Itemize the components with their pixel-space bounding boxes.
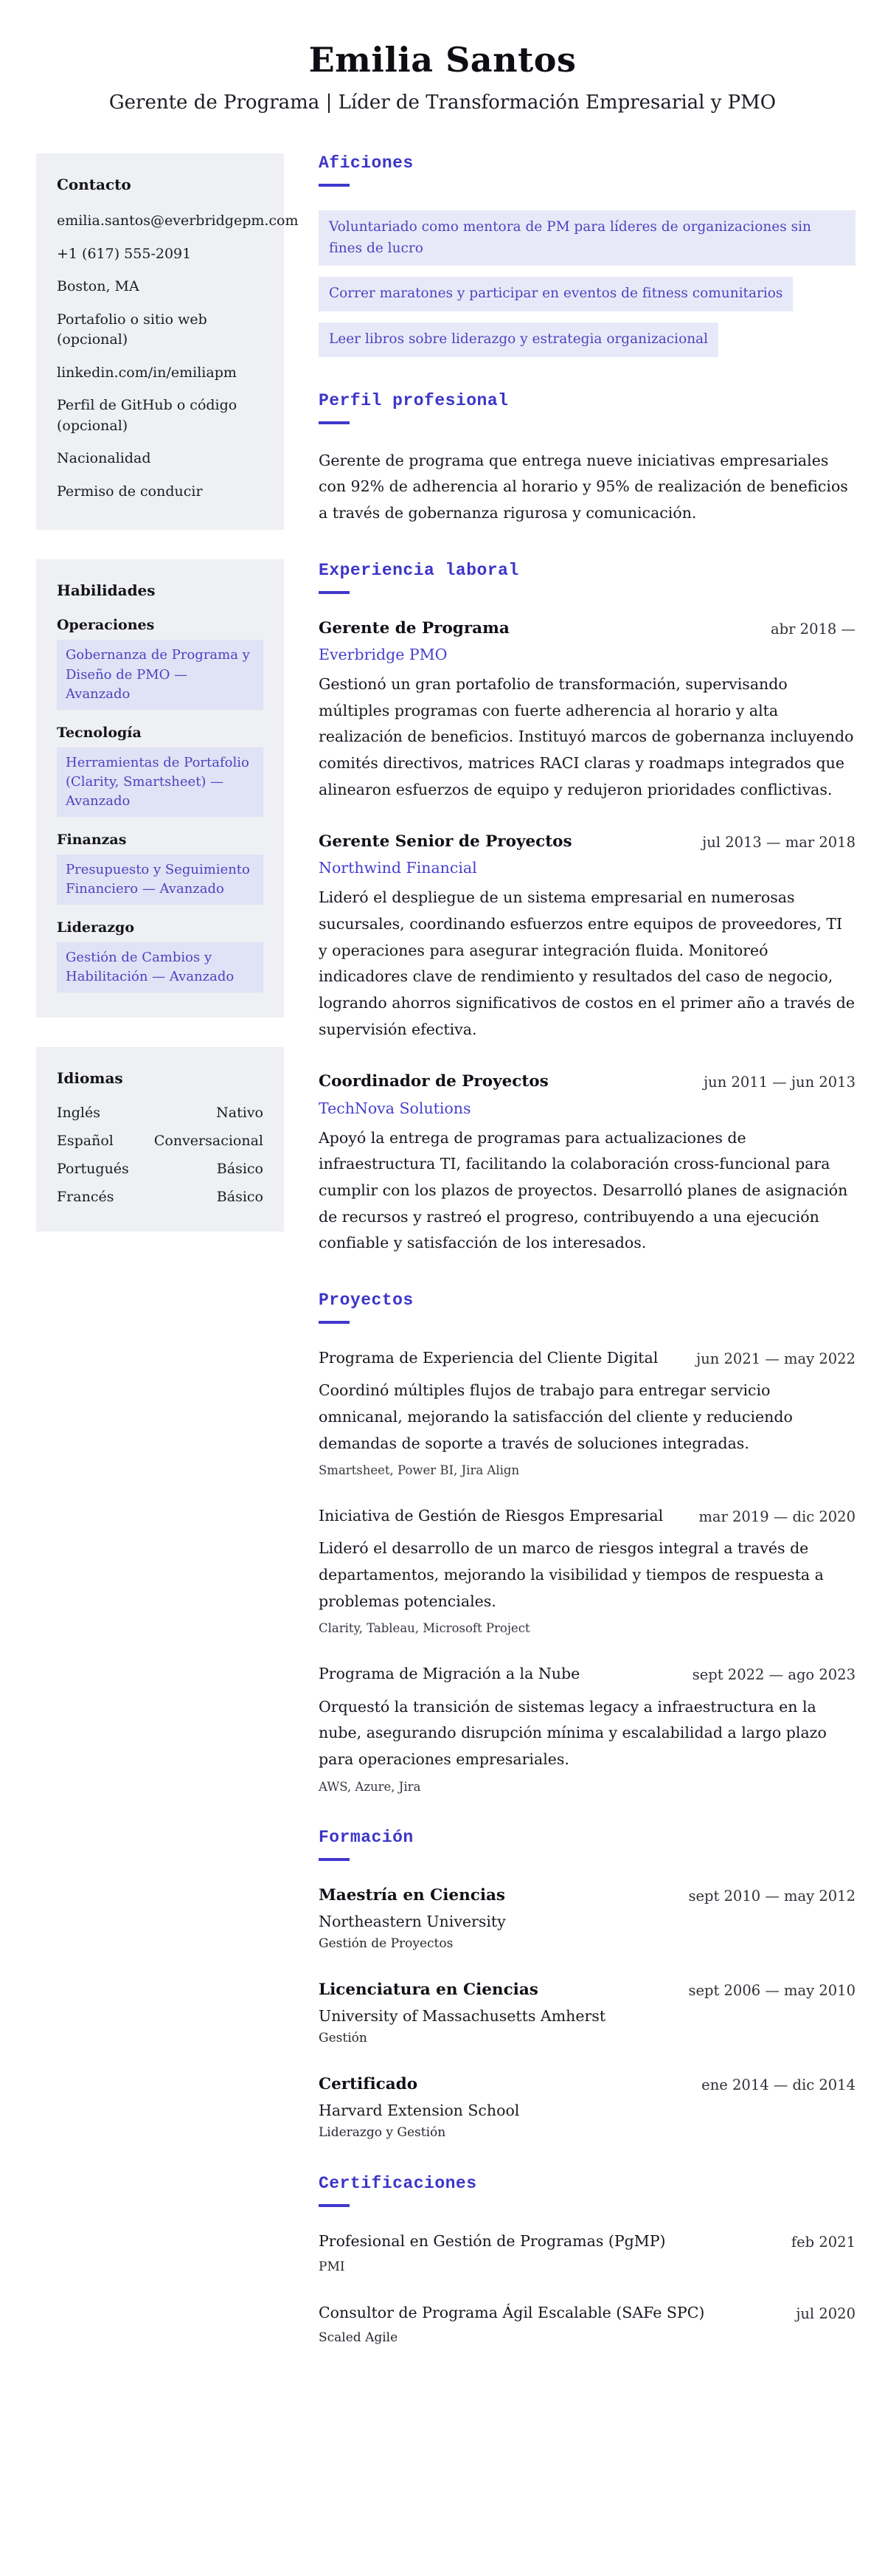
project-name: Iniciativa de Gestión de Riesgos Empresarial: [319, 1507, 664, 1525]
contact-section: [36, 153, 299, 530]
language-name: Español: [57, 1133, 114, 1150]
hobbies-section: [319, 153, 856, 357]
education-dates: sept 2010 — may 2012: [688, 1887, 856, 1905]
job-role: Gerente Senior de Proyectos: [319, 832, 572, 852]
education-section: [319, 1828, 856, 2141]
contact-portfolio: Portafolio o sitio web (opcional): [57, 311, 207, 348]
sidebar: [36, 153, 299, 1261]
hobby-item: Voluntariado como mentora de PM para líderes de organizaciones sin fines de lucro: [319, 210, 856, 266]
project-description: Lideró el desarrollo de un marco de riesgos integral a través de departamentos, mejorando la visibilidad y tiempos de respuesta a problemas potenciales.: [319, 1539, 824, 1610]
hobby-item: Leer libros sobre liderazgo y estrategia organizacional: [319, 322, 718, 357]
skill-pill: Gobernanza de Programa y Diseño de PMO — Avanzado: [57, 640, 263, 709]
languages-section: [36, 1047, 284, 1232]
education-header: [319, 1885, 856, 1907]
project-header: [319, 1663, 856, 1685]
profile-title: Perfil profesional: [319, 390, 509, 410]
certification-name: Profesional en Gestión de Programas (PgMP): [319, 2232, 666, 2251]
skill-category: Tecnología: [57, 724, 142, 741]
project-dates: jun 2021 — may 2022: [696, 1350, 856, 1367]
profile-section: [319, 391, 856, 527]
languages-title: Idiomas: [57, 1069, 123, 1088]
job-dates: abr 2018 —: [771, 620, 856, 638]
skill-pill: Presupuesto y Seguimiento Financiero — Avanzado: [57, 854, 263, 905]
language-name: Portugués: [57, 1161, 129, 1178]
job-description: Apoyó la entrega de programas para actualizaciones de infraestructura TI, facilitando la colaboración cross-funcional para cumplir con los plazos de proyectos. Desarrolló planes de asignación de recursos y rastreó el progreso, contribuyendo a una ejecución confiable y satisfacción de los interesados.: [319, 1128, 848, 1252]
job-entry: [319, 1071, 856, 1257]
language-level: Básico: [216, 1189, 263, 1206]
contact-linkedin: linkedin.com/in/emiliapm: [57, 364, 237, 381]
education-degree: Certificado: [319, 2075, 418, 2094]
main-column: [319, 153, 856, 2379]
job-company: Everbridge PMO: [319, 645, 448, 663]
education-header: [319, 1979, 856, 2001]
education-degree: Maestría en Ciencias: [319, 1885, 506, 1905]
section-underline: [319, 184, 350, 187]
certification-name: Consultor de Programa Ágil Escalable (SAFe SPC): [319, 2303, 705, 2321]
contact-nationality: Nacionalidad: [57, 450, 151, 467]
project-name: Programa de Migración a la Nube: [319, 1665, 580, 1683]
contact-phone: +1 (617) 555-2091: [57, 245, 192, 262]
projects-title: Proyectos: [319, 1290, 414, 1310]
job-dates: jun 2011 — jun 2013: [704, 1074, 856, 1091]
project-name: Programa de Experiencia del Cliente Digital: [319, 1348, 659, 1367]
language-level: Nativo: [216, 1105, 263, 1122]
education-title: Formación: [319, 1827, 414, 1847]
experience-section: [319, 561, 856, 1257]
job-role: Gerente de Programa: [319, 618, 510, 638]
job-company: TechNova Solutions: [319, 1099, 471, 1117]
job-header: [319, 831, 856, 853]
hobbies-title: Aficiones: [319, 153, 414, 173]
job-company: Northwind Financial: [319, 859, 477, 877]
certifications-section: [319, 2174, 856, 2345]
hobby-item: Correr maratones y participar en eventos de fitness comunitarios: [319, 277, 793, 311]
job-entry: [319, 618, 856, 804]
certification-dates: feb 2021: [791, 2234, 856, 2251]
language-row: [57, 1133, 263, 1149]
project-header: [319, 1505, 856, 1527]
contact-email: emilia.santos@everbridgepm.com: [57, 213, 299, 229]
skill-pill: Herramientas de Portafolio (Clarity, Smartsheet) — Avanzado: [57, 747, 263, 817]
experience-title: Experiencia laboral: [319, 560, 519, 580]
project-entry: [319, 1347, 856, 1477]
skills-title: Habilidades: [57, 581, 156, 600]
certifications-title: Certificaciones: [319, 2174, 477, 2194]
project-entry: [319, 1505, 856, 1635]
job-dates: jul 2013 — mar 2018: [702, 834, 856, 852]
skill-category: Liderazgo: [57, 919, 135, 936]
contact-title: Contacto: [57, 176, 131, 193]
education-school: Harvard Extension School: [319, 2102, 520, 2120]
resume-body: [0, 153, 885, 2445]
education-field: Gestión de Proyectos: [319, 1936, 454, 1951]
project-dates: mar 2019 — dic 2020: [698, 1508, 856, 1526]
certification-header: [319, 2231, 856, 2253]
language-level: Conversacional: [153, 1133, 263, 1150]
certification-header: [319, 2302, 856, 2324]
project-header: [319, 1347, 856, 1370]
project-tools: Smartsheet, Power BI, Jira Align: [319, 1463, 520, 1478]
section-underline: [319, 2204, 350, 2207]
page-subtitle: Gerente de Programa | Líder de Transformación Empresarial y PMO: [108, 91, 777, 114]
education-school: University of Massachusetts Amherst: [319, 2007, 606, 2026]
education-dates: ene 2014 — dic 2014: [701, 2076, 856, 2094]
page-title: Emilia Santos: [308, 40, 577, 80]
language-row: [57, 1161, 263, 1177]
resume-header: [0, 0, 885, 114]
job-header: [319, 618, 856, 640]
job-description: Gestionó un gran portafolio de transformación, supervisando múltiples programas con fuerte adherencia al horario y alta realización de beneficios. Instituyó marcos de gobernanza incluyendo comités directivos, matrices RACI claras y roadmaps integrados que alinearon esfuerzos de equipo y redujeron prioridades conflictivas.: [319, 674, 854, 798]
language-level: Básico: [216, 1161, 263, 1178]
projects-section: [319, 1291, 856, 1794]
contact-driving-permit: Permiso de conducir: [57, 483, 203, 500]
section-underline: [319, 421, 350, 424]
education-entry: [319, 2073, 856, 2140]
education-entry: [319, 1979, 856, 2045]
language-name: Inglés: [57, 1105, 100, 1122]
skills-section: [36, 559, 284, 1018]
certification-entry: [319, 2302, 856, 2345]
profile-text: Gerente de programa que entrega nueve iniciativas empresariales con 92% de adherencia al horario y 95% de realización de beneficios a través de gobernanza rigurosa y comunicación.: [319, 451, 848, 522]
certification-dates: jul 2020: [796, 2304, 856, 2322]
education-header: [319, 2073, 856, 2096]
education-field: Liderazgo y Gestión: [319, 2125, 446, 2141]
section-underline: [319, 1858, 350, 1861]
job-description: Lideró el despliegue de un sistema empresarial en numerosas sucursales, coordinando esfuerzos entre equipos de proveedores, TI y operaciones para asegurar integración fluida. Monitoreó indicadores clave de rendimiento y resultados del caso de negocio, logrando ahorros significativos de costos en el primer año a través de supervisión efectiva.: [319, 888, 855, 1038]
language-name: Francés: [57, 1189, 114, 1206]
job-role: Coordinador de Proyectos: [319, 1072, 549, 1091]
education-dates: sept 2006 — may 2010: [688, 1981, 856, 1999]
language-row: [57, 1105, 263, 1121]
certification-issuer: PMI: [319, 2259, 345, 2274]
job-header: [319, 1071, 856, 1093]
certification-entry: [319, 2231, 856, 2273]
skill-pill: Gestión de Cambios y Habilitación — Avanzado: [57, 942, 263, 992]
contact-location: Boston, MA: [57, 278, 139, 295]
education-entry: [319, 1885, 856, 1951]
project-description: Orquestó la transición de sistemas legacy a infraestructura en la nube, asegurando disrupción mínima y escalabilidad a largo plazo para operaciones empresariales.: [319, 1697, 827, 1768]
contact-github: Perfil de GitHub o código (opcional): [57, 397, 237, 434]
certification-issuer: Scaled Agile: [319, 2330, 398, 2345]
project-description: Coordinó múltiples flujos de trabajo para entregar servicio omnicanal, mejorando la satisfacción del cliente y reduciendo demandas de soporte a través de soluciones integradas.: [319, 1381, 793, 1452]
project-tools: Clarity, Tableau, Microsoft Project: [319, 1621, 530, 1636]
skill-category: Finanzas: [57, 832, 127, 849]
job-entry: [319, 831, 856, 1043]
education-field: Gestión: [319, 2031, 367, 2046]
project-dates: sept 2022 — ago 2023: [692, 1666, 856, 1684]
skill-category: Operaciones: [57, 617, 155, 634]
project-tools: AWS, Azure, Jira: [319, 1779, 421, 1794]
project-entry: [319, 1663, 856, 1793]
section-underline: [319, 1321, 350, 1324]
education-degree: Licenciatura en Ciencias: [319, 1980, 538, 1999]
language-row: [57, 1189, 263, 1205]
education-school: Northeastern University: [319, 1912, 506, 1930]
section-underline: [319, 591, 350, 594]
